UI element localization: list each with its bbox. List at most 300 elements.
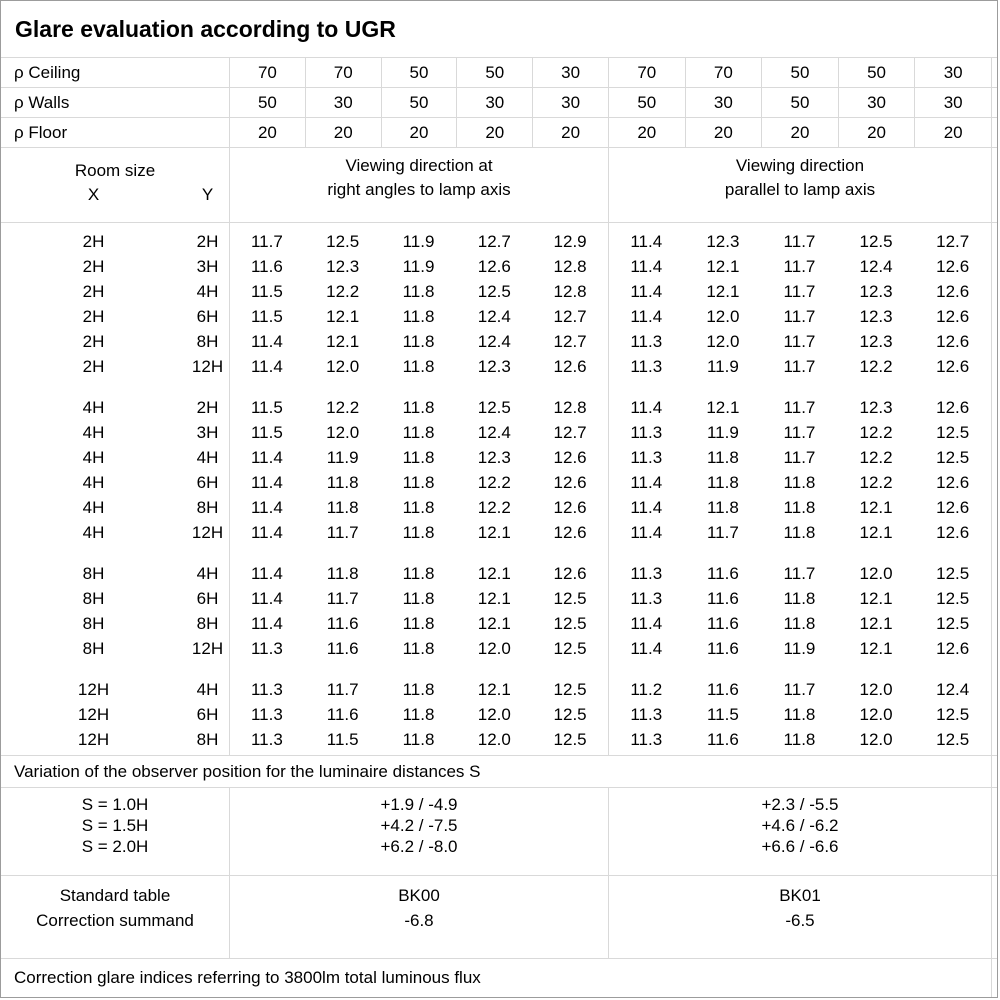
ugr-row <box>1 420 997 445</box>
ugr-row <box>1 229 997 254</box>
ugr-value: 12.7 <box>553 423 587 442</box>
ugr-value: 11.7 <box>783 423 816 442</box>
ugr-room-x: 4H <box>82 498 105 517</box>
ugr-value: 12.3 <box>477 357 511 376</box>
ugr-value: 11.4 <box>250 473 283 492</box>
ugr-room-y: 8H <box>196 332 219 351</box>
reflectance-value: 20 <box>456 118 532 147</box>
reflectance-value: 20 <box>532 118 608 147</box>
ugr-value: 12.4 <box>859 257 893 276</box>
ugr-value: 12.6 <box>936 282 970 301</box>
ugr-value: 11.6 <box>250 257 283 276</box>
ugr-value: 11.8 <box>706 448 739 467</box>
ugr-value: 11.3 <box>630 589 663 608</box>
ugr-row <box>1 304 997 329</box>
ugr-room-y: 2H <box>196 398 219 417</box>
ugr-room-y: 12H <box>191 639 224 658</box>
ugr-value: 11.4 <box>630 614 663 633</box>
ugr-value: 11.8 <box>402 730 435 749</box>
grid-vline <box>991 58 992 997</box>
reflectance-value: 50 <box>456 58 532 87</box>
ugr-value: 12.6 <box>936 523 970 542</box>
ugr-value: 12.2 <box>326 282 360 301</box>
correction-summand-label: Correction summand <box>36 911 194 930</box>
ugr-value: 11.3 <box>250 680 283 699</box>
standard-values-right-angles <box>229 876 608 958</box>
ugr-value: 12.0 <box>859 564 893 583</box>
s-label: S = 2.0H <box>81 837 149 856</box>
ugr-value: 11.4 <box>250 357 283 376</box>
ugr-value: 12.4 <box>477 307 511 326</box>
ugr-value: 11.4 <box>250 614 283 633</box>
ugr-value: 11.7 <box>326 589 359 608</box>
reflectance-value: 20 <box>229 118 305 147</box>
reflectance-value: 20 <box>685 118 762 147</box>
s-value: +4.2 / -7.5 <box>380 816 458 835</box>
page-title: Glare evaluation according to UGR <box>1 1 997 58</box>
ugr-value: 11.5 <box>326 730 359 749</box>
group-header-parallel <box>608 148 991 222</box>
ugr-value: 11.8 <box>402 307 435 326</box>
ugr-room-y: 3H <box>196 257 219 276</box>
ugr-value: 12.2 <box>477 498 511 517</box>
reflectance-value: 30 <box>914 58 991 87</box>
ugr-room-x: 2H <box>82 357 105 376</box>
ugr-value: 12.1 <box>477 680 511 699</box>
ugr-room-y: 2H <box>196 232 219 251</box>
standard-table-value: BK01 <box>779 886 821 905</box>
reflectance-value: 30 <box>685 88 762 117</box>
ugr-value: 11.3 <box>630 705 663 724</box>
ugr-value: 12.8 <box>553 398 587 417</box>
ugr-value: 12.1 <box>326 332 360 351</box>
ugr-value: 12.6 <box>936 473 970 492</box>
ugr-value: 11.4 <box>250 498 283 517</box>
ugr-value: 12.2 <box>477 473 511 492</box>
ugr-row <box>1 254 997 279</box>
room-size-label: Room size <box>74 161 156 180</box>
ugr-room-x: 4H <box>82 398 105 417</box>
ugr-room-y: 8H <box>196 614 219 633</box>
ugr-room-y: 8H <box>196 730 219 749</box>
ugr-room-x: 8H <box>82 589 105 608</box>
reflectance-value: 70 <box>685 58 762 87</box>
ugr-row <box>1 677 997 702</box>
reflectance-value: 20 <box>914 118 991 147</box>
ugr-value: 11.3 <box>250 705 283 724</box>
ugr-value: 11.8 <box>402 357 435 376</box>
ugr-value: 11.6 <box>706 680 739 699</box>
ugr-value: 12.1 <box>326 307 360 326</box>
ugr-value: 11.8 <box>402 473 435 492</box>
ugr-value: 11.8 <box>783 589 816 608</box>
ugr-value: 11.7 <box>783 448 816 467</box>
ugr-value: 12.5 <box>936 705 970 724</box>
reflectance-value: 50 <box>761 58 838 87</box>
x-axis-label: X <box>87 185 100 204</box>
ugr-value: 11.8 <box>402 705 435 724</box>
reflectance-value: 20 <box>608 118 685 147</box>
s-values-parallel <box>608 788 991 875</box>
ugr-room-x: 4H <box>82 523 105 542</box>
ugr-value: 12.6 <box>936 332 970 351</box>
ugr-value: 11.3 <box>630 332 663 351</box>
ugr-value: 11.7 <box>783 398 816 417</box>
grid-vline <box>608 223 609 755</box>
standard-table-section <box>1 876 997 959</box>
ugr-value: 12.6 <box>553 523 587 542</box>
ugr-value: 11.6 <box>706 564 739 583</box>
ugr-block <box>1 677 997 752</box>
ugr-value: 11.3 <box>630 448 663 467</box>
s-value: +6.6 / -6.6 <box>761 837 839 856</box>
ugr-room-x: 8H <box>82 639 105 658</box>
ugr-value: 12.0 <box>859 730 893 749</box>
ugr-value: 11.7 <box>783 332 816 351</box>
ugr-value: 11.7 <box>783 282 816 301</box>
reflectance-value: 50 <box>838 58 915 87</box>
ugr-value: 11.8 <box>326 564 359 583</box>
ugr-room-y: 8H <box>196 498 219 517</box>
ugr-room-x: 8H <box>82 614 105 633</box>
ugr-value: 11.3 <box>250 730 283 749</box>
correction-summand-value: -6.8 <box>404 911 434 930</box>
ugr-value: 12.7 <box>553 332 587 351</box>
ugr-value: 11.8 <box>783 614 816 633</box>
ugr-value: 12.6 <box>936 307 970 326</box>
reflectance-value: 50 <box>381 88 457 117</box>
ugr-value: 11.6 <box>706 589 739 608</box>
reflectance-rows <box>1 58 997 148</box>
ugr-value: 11.9 <box>402 257 435 276</box>
standard-table-label: Standard table <box>59 886 171 905</box>
ugr-value: 12.3 <box>859 307 893 326</box>
ugr-value: 11.4 <box>250 589 283 608</box>
ugr-value: 12.6 <box>936 257 970 276</box>
ugr-value: 11.4 <box>630 473 663 492</box>
reflectance-value: 20 <box>761 118 838 147</box>
ugr-room-y: 4H <box>196 448 219 467</box>
ugr-value: 11.8 <box>402 282 435 301</box>
reflectance-value: 70 <box>608 58 685 87</box>
reflectance-value: 30 <box>532 58 608 87</box>
ugr-room-y: 4H <box>196 564 219 583</box>
ugr-value: 11.9 <box>783 639 816 658</box>
ugr-room-x: 2H <box>82 257 105 276</box>
ugr-value: 12.1 <box>859 589 893 608</box>
standard-table-value: BK00 <box>398 886 440 905</box>
ugr-value: 11.6 <box>326 639 359 658</box>
ugr-room-y: 3H <box>196 423 219 442</box>
ugr-value: 11.2 <box>630 680 663 699</box>
ugr-value: 12.1 <box>859 523 893 542</box>
ugr-value: 11.4 <box>630 523 663 542</box>
ugr-value: 11.4 <box>250 564 283 583</box>
ugr-row <box>1 520 997 545</box>
grid-vline <box>229 223 230 755</box>
ugr-value: 11.9 <box>706 423 739 442</box>
ugr-value: 12.0 <box>326 357 360 376</box>
ugr-value: 12.5 <box>936 614 970 633</box>
ugr-value: 12.0 <box>477 705 511 724</box>
ugr-value: 11.3 <box>630 730 663 749</box>
s-distance-labels <box>1 788 229 875</box>
ugr-value: 11.8 <box>402 423 435 442</box>
ugr-room-y: 6H <box>196 705 219 724</box>
ugr-value: 12.8 <box>553 282 587 301</box>
s-value: +1.9 / -4.9 <box>380 795 458 814</box>
ugr-value: 12.5 <box>553 639 587 658</box>
s-value: +4.6 / -6.2 <box>761 816 839 835</box>
ugr-value: 11.4 <box>630 307 663 326</box>
ugr-row <box>1 727 997 752</box>
variation-note: Variation of the observer position for the luminaire distances S <box>1 756 997 788</box>
ugr-value: 11.8 <box>783 473 816 492</box>
ugr-room-y: 4H <box>196 680 219 699</box>
ugr-value: 12.6 <box>936 639 970 658</box>
ugr-value: 11.7 <box>783 257 816 276</box>
ugr-value: 12.5 <box>553 730 587 749</box>
ugr-value: 12.1 <box>477 589 511 608</box>
ugr-value: 11.8 <box>402 398 435 417</box>
ugr-value: 11.5 <box>250 398 283 417</box>
reflectance-value: 50 <box>608 88 685 117</box>
correction-summand-value: -6.5 <box>785 911 815 930</box>
room-size-header <box>1 148 229 222</box>
ugr-value: 12.3 <box>706 232 740 251</box>
ugr-room-x: 12H <box>77 680 110 699</box>
ugr-value: 12.7 <box>936 232 970 251</box>
ugr-value: 12.5 <box>936 423 970 442</box>
reflectance-value: 50 <box>381 58 457 87</box>
ugr-value: 11.4 <box>630 232 663 251</box>
ugr-value: 11.8 <box>402 564 435 583</box>
ugr-value: 11.8 <box>783 730 816 749</box>
reflectance-label: ρ Floor <box>14 122 68 142</box>
ugr-room-x: 4H <box>82 473 105 492</box>
ugr-value: 12.6 <box>553 498 587 517</box>
ugr-value: 11.8 <box>402 614 435 633</box>
reflectance-row <box>1 88 997 118</box>
standard-table-labels <box>1 876 229 958</box>
ugr-value: 11.8 <box>783 498 816 517</box>
xy-header <box>1 185 229 205</box>
ugr-value: 12.8 <box>553 257 587 276</box>
ugr-value: 12.6 <box>477 257 511 276</box>
ugr-value: 12.3 <box>859 282 893 301</box>
reflectance-value: 30 <box>305 88 381 117</box>
ugr-value: 11.3 <box>630 423 663 442</box>
ugr-room-y: 6H <box>196 473 219 492</box>
reflectance-value: 30 <box>838 88 915 117</box>
ugr-value: 11.7 <box>783 232 816 251</box>
ugr-value: 11.6 <box>706 730 739 749</box>
ugr-row <box>1 445 997 470</box>
ugr-value: 11.5 <box>706 705 739 724</box>
reflectance-value: 70 <box>229 58 305 87</box>
reflectance-value: 20 <box>838 118 915 147</box>
ugr-value: 12.5 <box>553 614 587 633</box>
ugr-value: 12.0 <box>477 639 511 658</box>
ugr-value: 11.9 <box>326 448 359 467</box>
ugr-room-y: 12H <box>191 523 224 542</box>
ugr-value: 11.4 <box>250 523 283 542</box>
ugr-value: 11.5 <box>250 282 283 301</box>
s-value: +2.3 / -5.5 <box>761 795 839 814</box>
ugr-row <box>1 636 997 661</box>
ugr-value: 11.8 <box>402 639 435 658</box>
ugr-value: 12.1 <box>706 398 740 417</box>
ugr-value: 12.6 <box>553 564 587 583</box>
s-values-right-angles <box>229 788 608 875</box>
ugr-value: 11.7 <box>783 564 816 583</box>
s-label: S = 1.0H <box>81 795 149 814</box>
ugr-value: 12.5 <box>326 232 360 251</box>
ugr-value: 11.3 <box>630 357 663 376</box>
ugr-value: 11.4 <box>630 498 663 517</box>
ugr-value: 11.6 <box>706 614 739 633</box>
ugr-value: 11.8 <box>402 589 435 608</box>
ugr-value: 11.4 <box>630 257 663 276</box>
ugr-table-body <box>1 223 997 756</box>
ugr-room-y: 6H <box>196 307 219 326</box>
ugr-value: 12.1 <box>706 282 740 301</box>
reflectance-value: 70 <box>305 58 381 87</box>
ugr-value: 11.7 <box>326 523 359 542</box>
ugr-value: 12.1 <box>859 639 893 658</box>
ugr-row <box>1 354 997 379</box>
ugr-value: 11.9 <box>402 232 435 251</box>
ugr-value: 11.6 <box>326 705 359 724</box>
ugr-row <box>1 329 997 354</box>
reflectance-value: 30 <box>532 88 608 117</box>
ugr-value: 12.7 <box>477 232 511 251</box>
ugr-value: 11.8 <box>402 448 435 467</box>
ugr-value: 12.6 <box>936 398 970 417</box>
ugr-value: 11.4 <box>630 639 663 658</box>
ugr-value: 12.4 <box>936 680 970 699</box>
ugr-value: 12.3 <box>859 332 893 351</box>
ugr-value: 12.2 <box>326 398 360 417</box>
ugr-room-y: 4H <box>196 282 219 301</box>
ugr-value: 12.5 <box>936 589 970 608</box>
ugr-value: 12.5 <box>553 705 587 724</box>
ugr-value: 11.4 <box>630 398 663 417</box>
ugr-value: 12.5 <box>936 564 970 583</box>
reflectance-row <box>1 118 997 148</box>
ugr-row <box>1 702 997 727</box>
ugr-row <box>1 611 997 636</box>
ugr-value: 11.8 <box>326 498 359 517</box>
ugr-value: 12.0 <box>326 423 360 442</box>
ugr-row <box>1 495 997 520</box>
ugr-value: 11.5 <box>250 307 283 326</box>
ugr-value: 11.8 <box>402 680 435 699</box>
reflectance-label: ρ Walls <box>14 92 70 112</box>
ugr-room-x: 2H <box>82 332 105 351</box>
footer-note: Correction glare indices referring to 3800lm total luminous flux <box>14 968 481 987</box>
ugr-value: 12.5 <box>859 232 893 251</box>
group-header-right-angles <box>229 148 608 222</box>
ugr-value: 12.0 <box>859 705 893 724</box>
ugr-value: 12.6 <box>936 357 970 376</box>
ugr-value: 11.8 <box>706 498 739 517</box>
group-header-line: Viewing direction at <box>345 156 493 175</box>
s-value: +6.2 / -8.0 <box>380 837 458 856</box>
ugr-value: 12.6 <box>553 473 587 492</box>
ugr-value: 12.5 <box>936 448 970 467</box>
ugr-room-y: 6H <box>196 589 219 608</box>
ugr-value: 12.6 <box>553 357 587 376</box>
ugr-block <box>1 395 997 545</box>
ugr-value: 12.1 <box>859 614 893 633</box>
reflectance-value: 30 <box>914 88 991 117</box>
ugr-value: 11.8 <box>402 332 435 351</box>
ugr-value: 11.6 <box>326 614 359 633</box>
ugr-value: 12.5 <box>477 282 511 301</box>
ugr-value: 12.6 <box>936 498 970 517</box>
ugr-value: 12.4 <box>477 332 511 351</box>
ugr-value: 11.8 <box>326 473 359 492</box>
group-header-line: Viewing direction <box>735 156 865 175</box>
ugr-row <box>1 395 997 420</box>
reflectance-value: 50 <box>761 88 838 117</box>
ugr-value: 12.3 <box>477 448 511 467</box>
ugr-value: 11.6 <box>706 639 739 658</box>
ugr-room-x: 2H <box>82 232 105 251</box>
ugr-value: 12.3 <box>859 398 893 417</box>
ugr-value: 12.2 <box>859 423 893 442</box>
ugr-block <box>1 229 997 379</box>
ugr-value: 12.0 <box>706 307 740 326</box>
ugr-value: 11.3 <box>630 564 663 583</box>
ugr-row <box>1 561 997 586</box>
ugr-value: 12.2 <box>859 473 893 492</box>
ugr-value: 11.8 <box>706 473 739 492</box>
ugr-value: 11.7 <box>250 232 283 251</box>
ugr-room-x: 2H <box>82 307 105 326</box>
ugr-value: 12.6 <box>553 448 587 467</box>
ugr-room-x: 4H <box>82 448 105 467</box>
reflectance-value: 20 <box>381 118 457 147</box>
ugr-value: 11.5 <box>250 423 283 442</box>
ugr-value: 12.2 <box>859 357 893 376</box>
ugr-value: 11.7 <box>783 357 816 376</box>
s-variation-section <box>1 788 997 876</box>
ugr-value: 12.9 <box>553 232 587 251</box>
ugr-value: 12.5 <box>936 730 970 749</box>
ugr-value: 12.5 <box>553 589 587 608</box>
ugr-value: 11.4 <box>250 448 283 467</box>
ugr-room-x: 12H <box>77 730 110 749</box>
group-header-line: parallel to lamp axis <box>724 180 876 199</box>
ugr-value: 11.3 <box>250 639 283 658</box>
ugr-value: 11.8 <box>783 523 816 542</box>
ugr-room-x: 4H <box>82 423 105 442</box>
ugr-value: 12.0 <box>706 332 740 351</box>
ugr-value: 12.5 <box>477 398 511 417</box>
ugr-value: 12.1 <box>477 564 511 583</box>
standard-values-parallel <box>608 876 991 958</box>
y-axis-label: Y <box>201 185 214 204</box>
ugr-room-x: 12H <box>77 705 110 724</box>
ugr-value: 11.8 <box>402 523 435 542</box>
ugr-value: 11.4 <box>250 332 283 351</box>
reflectance-label: ρ Ceiling <box>14 62 81 82</box>
reflectance-value: 20 <box>305 118 381 147</box>
ugr-room-x: 8H <box>82 564 105 583</box>
ugr-value: 12.2 <box>859 448 893 467</box>
